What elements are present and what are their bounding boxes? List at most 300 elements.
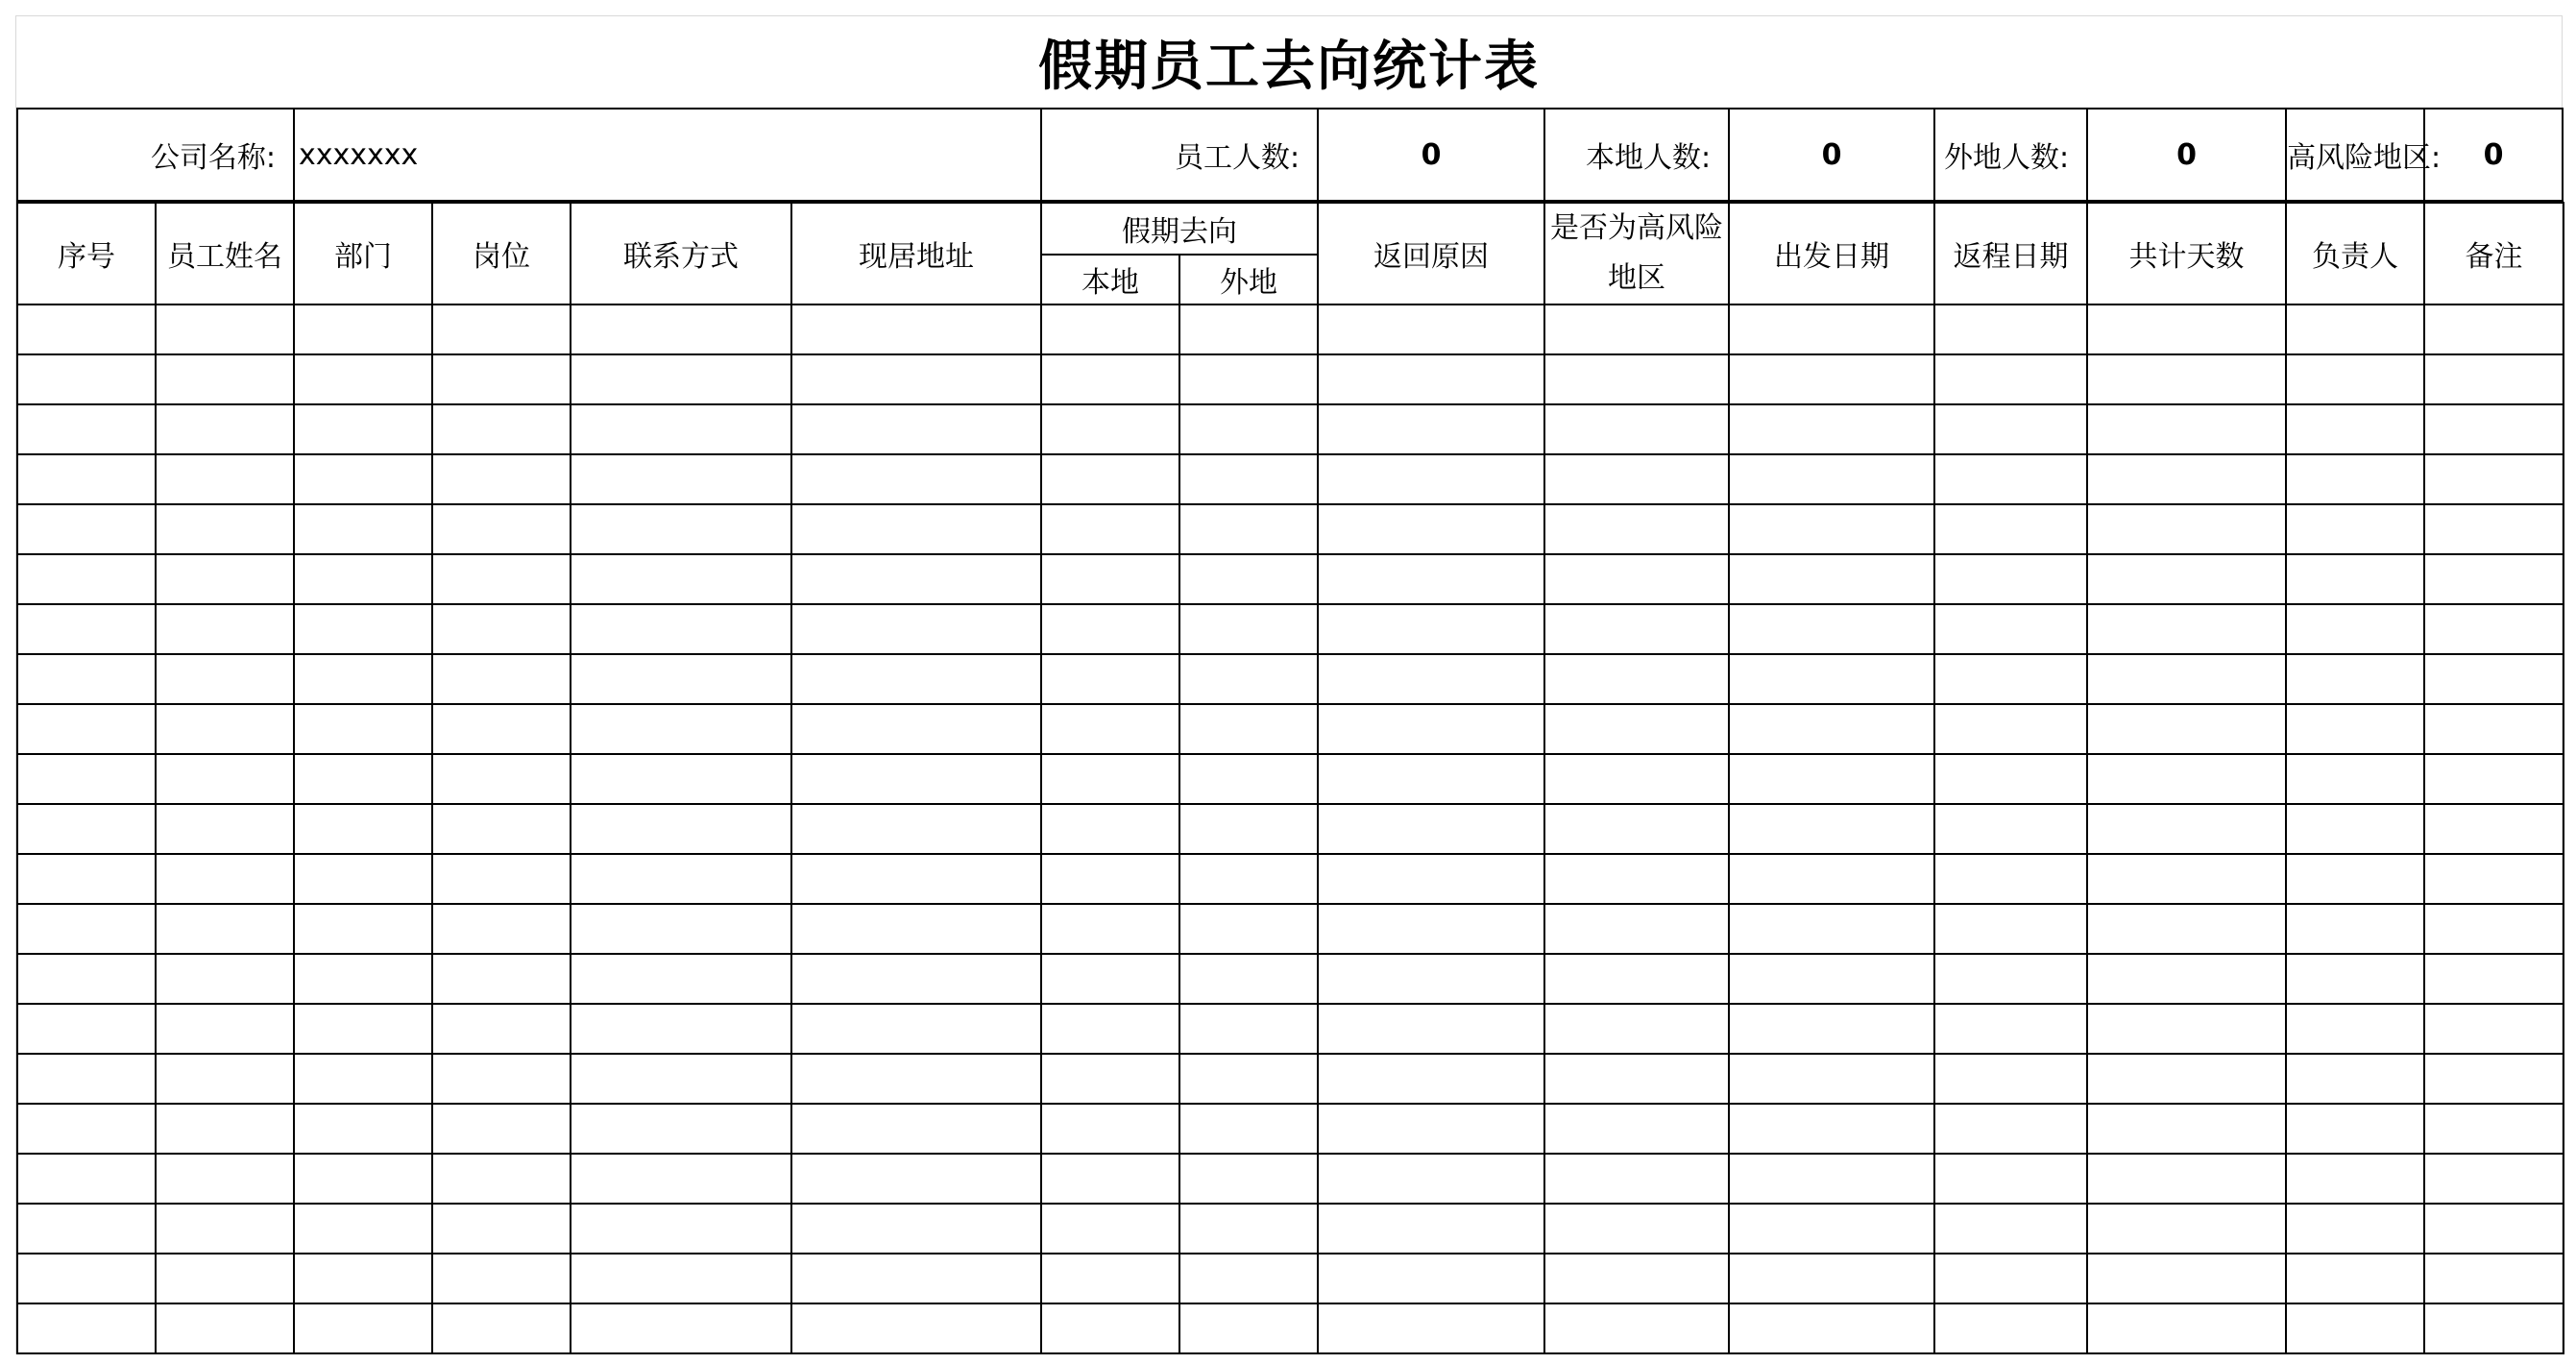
table-cell[interactable] [156, 504, 294, 554]
table-cell[interactable] [2087, 1054, 2286, 1104]
company-name-value[interactable]: xxxxxxx [294, 109, 1041, 201]
table-cell[interactable] [1729, 1004, 1934, 1054]
table-cell[interactable] [571, 1204, 791, 1254]
table-cell[interactable] [432, 404, 571, 454]
table-cell[interactable] [571, 354, 791, 404]
table-cell[interactable] [1041, 604, 1179, 654]
table-cell[interactable] [1179, 704, 1318, 754]
table-cell[interactable] [571, 504, 791, 554]
table-cell[interactable] [1729, 1303, 1934, 1353]
table-cell[interactable] [1318, 754, 1544, 804]
table-cell[interactable] [432, 804, 571, 854]
table-cell[interactable] [791, 1204, 1041, 1254]
table-cell[interactable] [2286, 1254, 2424, 1303]
table-cell[interactable] [1934, 1303, 2087, 1353]
table-cell[interactable] [1318, 654, 1544, 704]
table-cell[interactable] [2087, 1204, 2286, 1254]
table-cell[interactable] [432, 1104, 571, 1154]
table-cell[interactable] [156, 654, 294, 704]
table-cell[interactable] [294, 1254, 432, 1303]
table-cell[interactable] [2087, 904, 2286, 954]
table-cell[interactable] [2424, 654, 2564, 704]
table-cell[interactable] [294, 1004, 432, 1054]
table-cell[interactable] [791, 804, 1041, 854]
table-cell[interactable] [2087, 1004, 2286, 1054]
table-cell[interactable] [2424, 504, 2564, 554]
table-cell[interactable] [2286, 1104, 2424, 1154]
table-cell[interactable] [17, 554, 156, 604]
table-cell[interactable] [1544, 1303, 1729, 1353]
table-cell[interactable] [1544, 554, 1729, 604]
table-cell[interactable] [791, 1104, 1041, 1154]
table-cell[interactable] [1179, 604, 1318, 654]
table-cell[interactable] [2424, 954, 2564, 1004]
table-cell[interactable] [2087, 604, 2286, 654]
table-cell[interactable] [2286, 804, 2424, 854]
table-cell[interactable] [2424, 1154, 2564, 1204]
table-cell[interactable] [294, 1104, 432, 1154]
table-cell[interactable] [17, 754, 156, 804]
table-cell[interactable] [2286, 304, 2424, 354]
table-cell[interactable] [2087, 954, 2286, 1004]
table-cell[interactable] [2087, 304, 2286, 354]
table-cell[interactable] [156, 804, 294, 854]
table-cell[interactable] [791, 504, 1041, 554]
table-cell[interactable] [432, 504, 571, 554]
table-cell[interactable] [1179, 1254, 1318, 1303]
table-cell[interactable] [571, 1303, 791, 1353]
table-cell[interactable] [1318, 354, 1544, 404]
table-cell[interactable] [1179, 854, 1318, 904]
table-cell[interactable] [17, 1004, 156, 1054]
table-cell[interactable] [1729, 1254, 1934, 1303]
table-cell[interactable] [1729, 804, 1934, 854]
table-cell[interactable] [1934, 504, 2087, 554]
table-cell[interactable] [1179, 454, 1318, 504]
table-cell[interactable] [2424, 904, 2564, 954]
table-cell[interactable] [1934, 904, 2087, 954]
table-cell[interactable] [791, 854, 1041, 904]
table-cell[interactable] [156, 854, 294, 904]
table-cell[interactable] [571, 654, 791, 704]
table-cell[interactable] [1318, 954, 1544, 1004]
table-cell[interactable] [1179, 1303, 1318, 1353]
table-cell[interactable] [1318, 1254, 1544, 1303]
table-cell[interactable] [1041, 1254, 1179, 1303]
table-cell[interactable] [2286, 454, 2424, 504]
table-cell[interactable] [791, 654, 1041, 704]
table-cell[interactable] [1041, 454, 1179, 504]
table-cell[interactable] [432, 1254, 571, 1303]
table-cell[interactable] [2286, 954, 2424, 1004]
table-cell[interactable] [1179, 1204, 1318, 1254]
table-cell[interactable] [2286, 704, 2424, 754]
table-cell[interactable] [571, 1004, 791, 1054]
table-cell[interactable] [571, 704, 791, 754]
table-cell[interactable] [1041, 304, 1179, 354]
table-cell[interactable] [1179, 1154, 1318, 1204]
table-cell[interactable] [1934, 554, 2087, 604]
table-cell[interactable] [432, 954, 571, 1004]
table-cell[interactable] [2286, 754, 2424, 804]
table-cell[interactable] [571, 604, 791, 654]
table-cell[interactable] [2087, 554, 2286, 604]
table-cell[interactable] [1934, 304, 2087, 354]
table-cell[interactable] [17, 704, 156, 754]
table-cell[interactable] [2424, 1303, 2564, 1353]
table-cell[interactable] [791, 954, 1041, 1004]
table-cell[interactable] [2424, 704, 2564, 754]
table-cell[interactable] [17, 804, 156, 854]
table-cell[interactable] [294, 304, 432, 354]
risk-area-count-value[interactable]: 0 [2424, 109, 2563, 201]
table-cell[interactable] [156, 554, 294, 604]
table-cell[interactable] [1729, 1154, 1934, 1204]
table-cell[interactable] [1041, 654, 1179, 704]
table-cell[interactable] [2087, 804, 2286, 854]
table-cell[interactable] [17, 954, 156, 1004]
table-cell[interactable] [156, 354, 294, 404]
table-cell[interactable] [1934, 754, 2087, 804]
table-cell[interactable] [1318, 804, 1544, 854]
table-cell[interactable] [1179, 1004, 1318, 1054]
table-cell[interactable] [2424, 554, 2564, 604]
table-cell[interactable] [2087, 654, 2286, 704]
table-cell[interactable] [1544, 404, 1729, 454]
table-cell[interactable] [17, 454, 156, 504]
table-cell[interactable] [1544, 504, 1729, 554]
table-cell[interactable] [1544, 1104, 1729, 1154]
table-cell[interactable] [2286, 504, 2424, 554]
table-cell[interactable] [1729, 604, 1934, 654]
table-cell[interactable] [17, 854, 156, 904]
table-cell[interactable] [17, 1303, 156, 1353]
table-cell[interactable] [294, 554, 432, 604]
table-cell[interactable] [1041, 554, 1179, 604]
table-cell[interactable] [2424, 854, 2564, 904]
table-cell[interactable] [156, 1303, 294, 1353]
table-cell[interactable] [1934, 954, 2087, 1004]
table-cell[interactable] [2286, 1204, 2424, 1254]
table-cell[interactable] [1041, 954, 1179, 1004]
table-cell[interactable] [432, 1204, 571, 1254]
table-cell[interactable] [2286, 1004, 2424, 1054]
table-cell[interactable] [1934, 854, 2087, 904]
table-cell[interactable] [571, 454, 791, 504]
table-cell[interactable] [17, 1104, 156, 1154]
table-cell[interactable] [2087, 404, 2286, 454]
table-cell[interactable] [2286, 604, 2424, 654]
table-cell[interactable] [17, 604, 156, 654]
table-cell[interactable] [2424, 804, 2564, 854]
table-cell[interactable] [2286, 404, 2424, 454]
table-cell[interactable] [1318, 454, 1544, 504]
table-cell[interactable] [1544, 854, 1729, 904]
table-cell[interactable] [1041, 1204, 1179, 1254]
table-cell[interactable] [294, 654, 432, 704]
table-cell[interactable] [294, 704, 432, 754]
table-cell[interactable] [1179, 804, 1318, 854]
table-cell[interactable] [1041, 854, 1179, 904]
table-cell[interactable] [1544, 804, 1729, 854]
table-cell[interactable] [571, 554, 791, 604]
table-cell[interactable] [1934, 1204, 2087, 1254]
table-cell[interactable] [1934, 1254, 2087, 1303]
table-cell[interactable] [432, 754, 571, 804]
table-cell[interactable] [17, 304, 156, 354]
table-cell[interactable] [791, 1154, 1041, 1204]
table-cell[interactable] [791, 604, 1041, 654]
table-cell[interactable] [1729, 754, 1934, 804]
table-cell[interactable] [2424, 454, 2564, 504]
table-cell[interactable] [1041, 1104, 1179, 1154]
table-cell[interactable] [1318, 604, 1544, 654]
table-cell[interactable] [1318, 1303, 1544, 1353]
table-cell[interactable] [17, 404, 156, 454]
table-cell[interactable] [1729, 454, 1934, 504]
table-cell[interactable] [1544, 904, 1729, 954]
table-cell[interactable] [2087, 454, 2286, 504]
table-cell[interactable] [1934, 1054, 2087, 1104]
table-cell[interactable] [1179, 354, 1318, 404]
table-cell[interactable] [1179, 1054, 1318, 1104]
table-cell[interactable] [1934, 704, 2087, 754]
table-cell[interactable] [17, 654, 156, 704]
table-cell[interactable] [2087, 1303, 2286, 1353]
table-cell[interactable] [1041, 1154, 1179, 1204]
table-cell[interactable] [2286, 1054, 2424, 1104]
table-cell[interactable] [432, 1054, 571, 1104]
table-cell[interactable] [1041, 354, 1179, 404]
table-cell[interactable] [294, 354, 432, 404]
table-cell[interactable] [1729, 1104, 1934, 1154]
table-cell[interactable] [1318, 704, 1544, 754]
table-cell[interactable] [17, 504, 156, 554]
table-cell[interactable] [571, 1154, 791, 1204]
table-cell[interactable] [1729, 1054, 1934, 1104]
table-cell[interactable] [156, 1004, 294, 1054]
table-cell[interactable] [1318, 304, 1544, 354]
table-cell[interactable] [1729, 1204, 1934, 1254]
table-cell[interactable] [571, 1254, 791, 1303]
table-cell[interactable] [1934, 804, 2087, 854]
table-cell[interactable] [1179, 1104, 1318, 1154]
table-cell[interactable] [1729, 404, 1934, 454]
table-cell[interactable] [791, 1303, 1041, 1353]
table-cell[interactable] [294, 504, 432, 554]
table-cell[interactable] [1544, 1254, 1729, 1303]
table-cell[interactable] [2424, 404, 2564, 454]
table-cell[interactable] [294, 404, 432, 454]
table-cell[interactable] [2087, 754, 2286, 804]
table-cell[interactable] [432, 354, 571, 404]
table-cell[interactable] [1318, 1054, 1544, 1104]
table-cell[interactable] [1729, 354, 1934, 404]
table-cell[interactable] [2087, 1154, 2286, 1204]
table-cell[interactable] [2424, 1004, 2564, 1054]
table-cell[interactable] [791, 904, 1041, 954]
table-cell[interactable] [2286, 354, 2424, 404]
table-cell[interactable] [1179, 904, 1318, 954]
table-cell[interactable] [1934, 404, 2087, 454]
table-cell[interactable] [156, 704, 294, 754]
table-cell[interactable] [1041, 754, 1179, 804]
table-cell[interactable] [2424, 354, 2564, 404]
table-cell[interactable] [1179, 404, 1318, 454]
table-cell[interactable] [2286, 1154, 2424, 1204]
table-cell[interactable] [791, 454, 1041, 504]
table-cell[interactable] [1544, 954, 1729, 1004]
table-cell[interactable] [1544, 1004, 1729, 1054]
table-cell[interactable] [1729, 704, 1934, 754]
table-cell[interactable] [571, 404, 791, 454]
table-cell[interactable] [156, 304, 294, 354]
table-cell[interactable] [432, 904, 571, 954]
table-cell[interactable] [1544, 1204, 1729, 1254]
table-cell[interactable] [1544, 704, 1729, 754]
table-cell[interactable] [2424, 754, 2564, 804]
table-cell[interactable] [791, 1254, 1041, 1303]
table-cell[interactable] [2424, 604, 2564, 654]
table-cell[interactable] [1179, 504, 1318, 554]
table-cell[interactable] [294, 804, 432, 854]
table-cell[interactable] [432, 1004, 571, 1054]
table-cell[interactable] [1544, 654, 1729, 704]
table-cell[interactable] [1041, 1054, 1179, 1104]
table-cell[interactable] [432, 454, 571, 504]
table-cell[interactable] [17, 1054, 156, 1104]
table-cell[interactable] [2286, 654, 2424, 704]
table-cell[interactable] [791, 1054, 1041, 1104]
table-cell[interactable] [1544, 604, 1729, 654]
table-cell[interactable] [1041, 1303, 1179, 1353]
table-cell[interactable] [571, 1104, 791, 1154]
table-cell[interactable] [156, 954, 294, 1004]
table-cell[interactable] [791, 1004, 1041, 1054]
table-cell[interactable] [1179, 754, 1318, 804]
table-cell[interactable] [791, 554, 1041, 604]
table-cell[interactable] [294, 1154, 432, 1204]
table-cell[interactable] [432, 704, 571, 754]
table-cell[interactable] [2087, 354, 2286, 404]
table-cell[interactable] [2087, 704, 2286, 754]
table-cell[interactable] [1041, 704, 1179, 754]
table-cell[interactable] [1934, 1004, 2087, 1054]
table-cell[interactable] [2087, 1254, 2286, 1303]
table-cell[interactable] [156, 754, 294, 804]
table-cell[interactable] [2087, 504, 2286, 554]
table-cell[interactable] [432, 304, 571, 354]
table-cell[interactable] [432, 1303, 571, 1353]
table-cell[interactable] [17, 354, 156, 404]
table-cell[interactable] [1318, 904, 1544, 954]
table-cell[interactable] [2286, 854, 2424, 904]
table-cell[interactable] [156, 404, 294, 454]
table-cell[interactable] [2424, 1254, 2564, 1303]
table-cell[interactable] [791, 404, 1041, 454]
table-cell[interactable] [1729, 654, 1934, 704]
table-cell[interactable] [1729, 904, 1934, 954]
table-cell[interactable] [294, 1054, 432, 1104]
table-cell[interactable] [294, 1303, 432, 1353]
table-cell[interactable] [1729, 504, 1934, 554]
table-cell[interactable] [1934, 1154, 2087, 1204]
table-cell[interactable] [1041, 804, 1179, 854]
table-cell[interactable] [156, 604, 294, 654]
table-cell[interactable] [1179, 654, 1318, 704]
table-cell[interactable] [432, 1154, 571, 1204]
table-cell[interactable] [2087, 1104, 2286, 1154]
table-cell[interactable] [17, 1154, 156, 1204]
table-cell[interactable] [294, 904, 432, 954]
table-cell[interactable] [2424, 1204, 2564, 1254]
table-cell[interactable] [1934, 604, 2087, 654]
table-cell[interactable] [1544, 454, 1729, 504]
table-cell[interactable] [571, 754, 791, 804]
table-cell[interactable] [432, 604, 571, 654]
table-cell[interactable] [2286, 904, 2424, 954]
table-cell[interactable] [156, 1154, 294, 1204]
table-cell[interactable] [1729, 304, 1934, 354]
table-cell[interactable] [1729, 554, 1934, 604]
staff-count-value[interactable]: 0 [1318, 109, 1544, 201]
table-cell[interactable] [1934, 654, 2087, 704]
table-cell[interactable] [1041, 904, 1179, 954]
table-cell[interactable] [2424, 1104, 2564, 1154]
table-cell[interactable] [1318, 1154, 1544, 1204]
table-cell[interactable] [294, 754, 432, 804]
table-cell[interactable] [1729, 854, 1934, 904]
table-cell[interactable] [432, 554, 571, 604]
table-cell[interactable] [1934, 454, 2087, 504]
table-cell[interactable] [156, 1054, 294, 1104]
table-cell[interactable] [571, 1054, 791, 1104]
table-cell[interactable] [1934, 354, 2087, 404]
table-cell[interactable] [156, 1104, 294, 1154]
table-cell[interactable] [156, 1254, 294, 1303]
table-cell[interactable] [1318, 854, 1544, 904]
table-cell[interactable] [432, 854, 571, 904]
table-cell[interactable] [2286, 554, 2424, 604]
table-cell[interactable] [571, 904, 791, 954]
table-cell[interactable] [571, 304, 791, 354]
table-cell[interactable] [1041, 1004, 1179, 1054]
table-cell[interactable] [1544, 1154, 1729, 1204]
table-cell[interactable] [2424, 1054, 2564, 1104]
table-cell[interactable] [791, 304, 1041, 354]
table-cell[interactable] [1318, 1204, 1544, 1254]
table-cell[interactable] [791, 704, 1041, 754]
table-cell[interactable] [1318, 404, 1544, 454]
table-cell[interactable] [17, 904, 156, 954]
table-cell[interactable] [1318, 1104, 1544, 1154]
table-cell[interactable] [1041, 404, 1179, 454]
table-cell[interactable] [571, 804, 791, 854]
table-cell[interactable] [1729, 954, 1934, 1004]
table-cell[interactable] [1179, 554, 1318, 604]
table-cell[interactable] [1544, 1054, 1729, 1104]
table-cell[interactable] [294, 454, 432, 504]
table-cell[interactable] [1318, 554, 1544, 604]
local-count-value[interactable]: 0 [1729, 109, 1934, 201]
table-cell[interactable] [156, 454, 294, 504]
table-cell[interactable] [156, 904, 294, 954]
table-cell[interactable] [2087, 854, 2286, 904]
table-cell[interactable] [432, 654, 571, 704]
table-cell[interactable] [294, 954, 432, 1004]
table-cell[interactable] [791, 754, 1041, 804]
table-cell[interactable] [1179, 954, 1318, 1004]
